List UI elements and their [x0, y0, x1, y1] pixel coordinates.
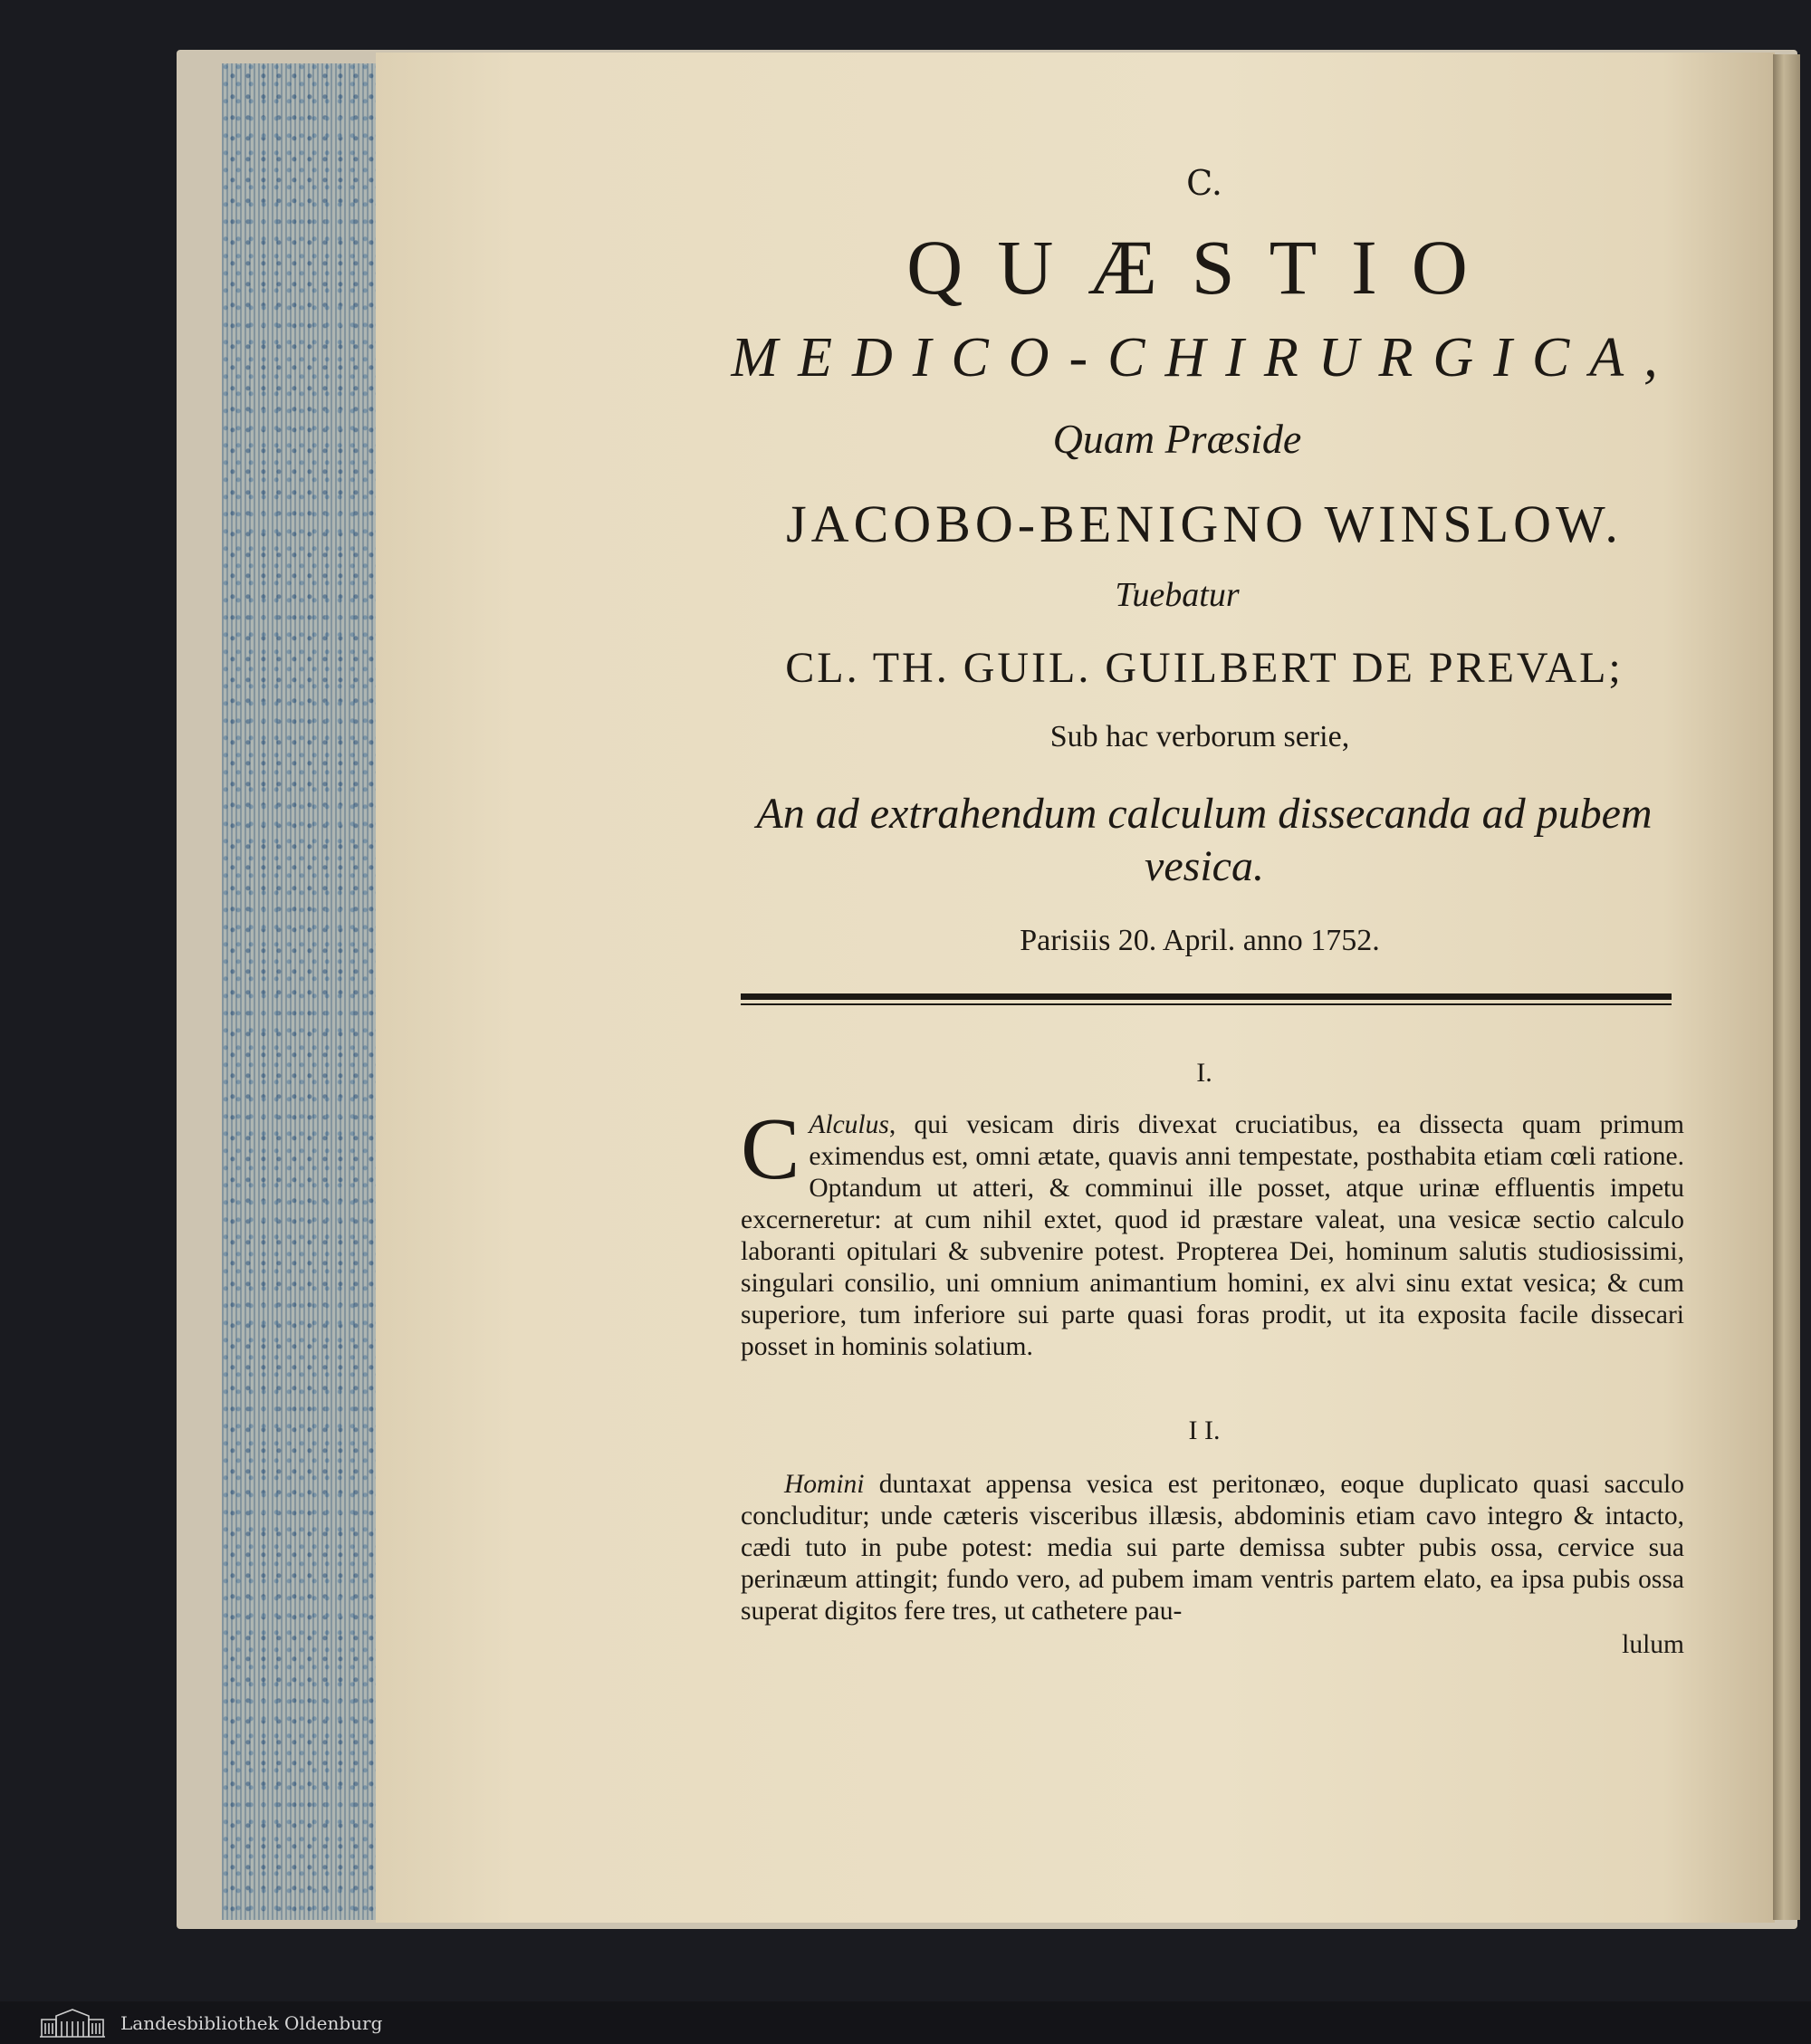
praeses-name: JACOBO-BENIGNO WINSLOW.	[786, 494, 1623, 553]
section-heading-2: I I.	[1188, 1415, 1221, 1445]
catchword: lulum	[1622, 1630, 1684, 1659]
sub-hac-line: Sub hac verborum serie,	[1049, 720, 1350, 753]
double-rule-thick	[741, 993, 1672, 1000]
defender-name: CL. TH. GUIL. GUILBERT DE PREVAL;	[785, 644, 1624, 692]
page-subtitle: MEDICO-CHIRURGICA,	[731, 327, 1678, 389]
library-name: Landesbibliothek Oldenburg	[120, 2012, 383, 2034]
section-1-paragraph	[741, 1100, 1684, 1363]
section-1-text: , qui vesicam diris divexat cruciatibus, ea dissecta quam primum eximendus est, omni ætate, quavis anni tempestate, posthabita etiam cœli ratione. Optandum ut atteri, & comminui ille posset, atque urinæ effluentis impetu excerneretur: at cum nihil extet, quod id præstare valeat, una vesicæ sectio calculo laboranti opitulari & subvenire potest. Propterea Dei, hominum salutis studiosissimi, singulari consilio, uni omnium animantium homini, ex alvi sinu extat vesica; & cum superiore, tum inferiore sui parte quasi foras prodit, ut ita exposita facile dissecari posset in hominis solatium.	[741, 1110, 1684, 1361]
section-heading-1: I.	[1196, 1058, 1212, 1088]
signature-mark: C.	[1186, 163, 1222, 203]
library-building-icon	[38, 2007, 107, 2038]
page-title: QUÆSTIO	[906, 224, 1502, 311]
section-2-text: duntaxat appensa vesica est peritonæo, eoque duplicato quasi sacculo concluditur; unde cæteris visceribus illæsis, abdominis etiam cavo integro & intacto, cædi tuto in pube potest: media sui parte demissa subter pubis ossa, cervice sua perinæum attingit; fundo vero, ad pubem imam ventris partem elato, ea ipsa pubis ossa superat digitos fere tres, ut cathetere pau-	[741, 1470, 1684, 1626]
double-rule-thin	[741, 1003, 1672, 1005]
section-2-paragraph	[741, 1469, 1684, 1627]
section-2-lead-word: Homini	[784, 1470, 865, 1499]
praeside-line: Quam Præside	[1052, 416, 1302, 462]
date-line: Parisiis 20. April. anno 1752.	[1020, 924, 1380, 957]
tuebatur-line: Tuebatur	[1115, 576, 1240, 614]
section-1-lead-word: Alculus	[809, 1110, 889, 1139]
drop-cap: C	[741, 1100, 800, 1198]
thesis-question: An ad extrahendum calculum dissecanda ad pubem vesica.	[756, 790, 1653, 890]
